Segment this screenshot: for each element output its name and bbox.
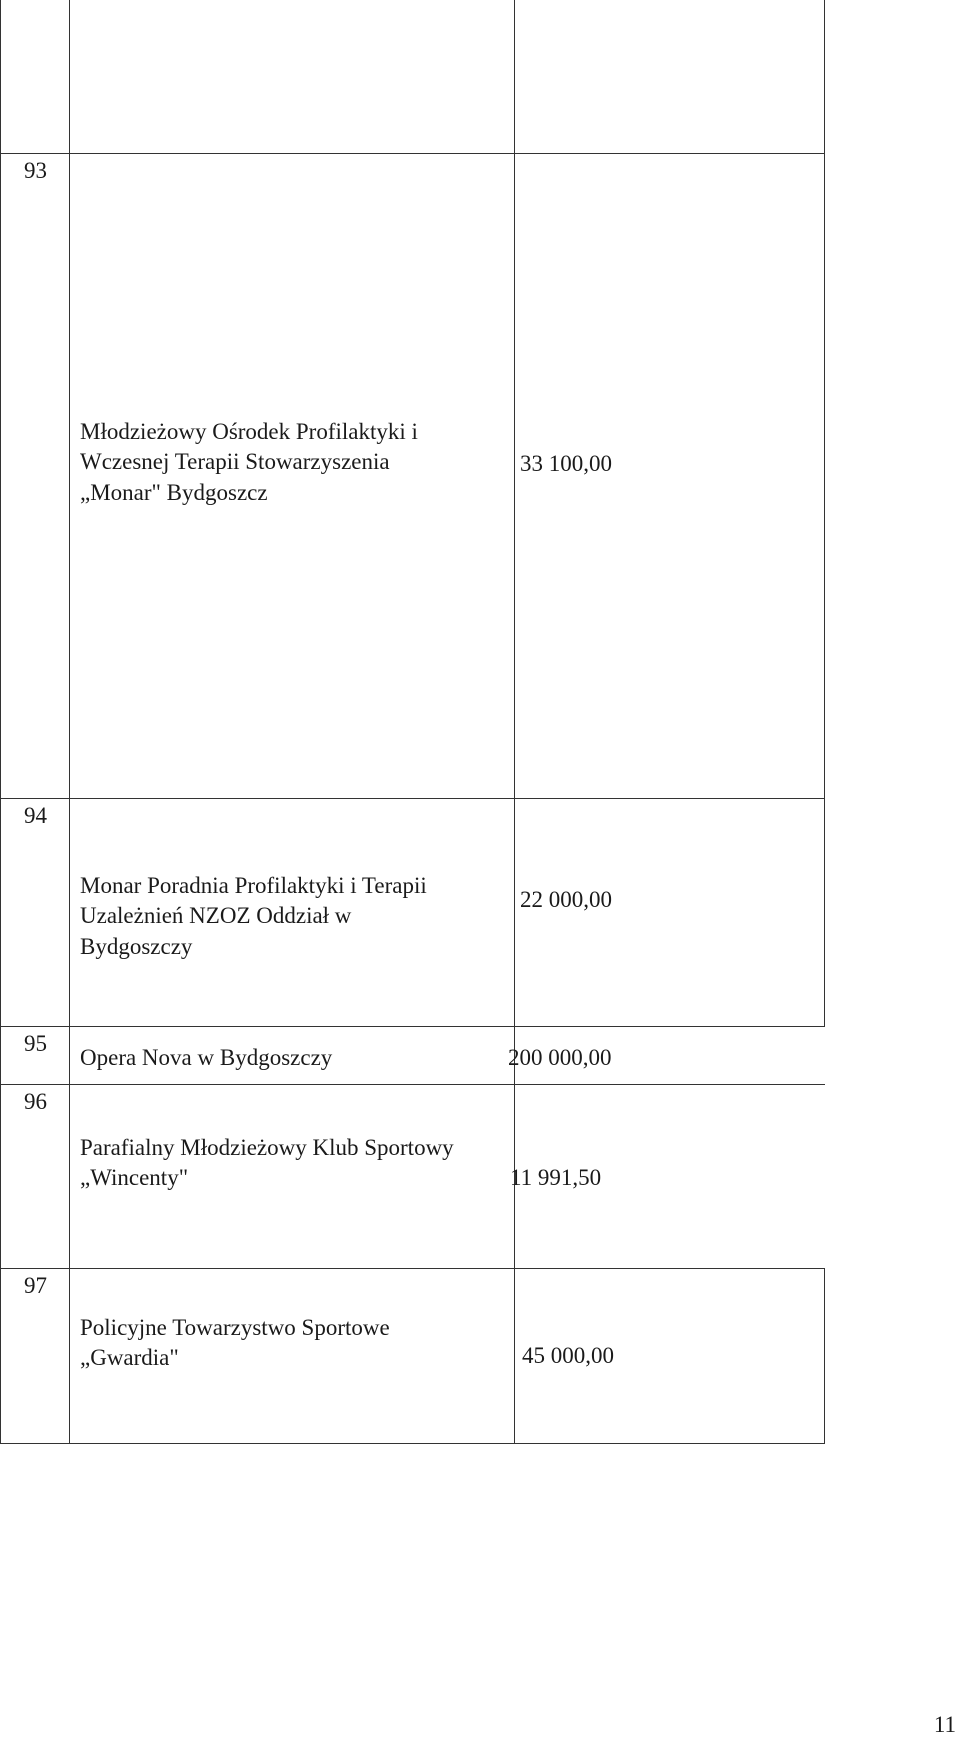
row-number: 94 [24, 803, 47, 828]
grant-amount: 200 000,00 [508, 1045, 612, 1070]
organization-name: Opera Nova w Bydgoszczy [80, 1045, 333, 1070]
row-border [0, 1443, 825, 1444]
page-number: 11 [933, 1712, 956, 1737]
grant-amount: 33 100,00 [520, 451, 612, 476]
organization-name: Wczesnej Terapii Stowarzyszenia [80, 449, 390, 474]
row-number: 96 [24, 1089, 47, 1114]
column-divider-2 [514, 0, 515, 1444]
column-divider-1 [69, 0, 70, 1444]
table-border-right-lower [824, 1268, 825, 1444]
row-border [0, 1084, 825, 1085]
organization-name: Parafialny Młodzieżowy Klub Sportowy [80, 1135, 454, 1160]
row-border [0, 798, 825, 799]
row-border [0, 1268, 825, 1269]
row-border [0, 153, 825, 154]
grant-amount: 45 000,00 [522, 1343, 614, 1368]
organization-name: „Monar" Bydgoszcz [80, 480, 268, 505]
organization-name: Uzależnień NZOZ Oddział w [80, 903, 352, 928]
organization-name: „Gwardia" [80, 1345, 179, 1370]
organization-name: „Wincenty" [80, 1165, 189, 1190]
grant-amount: 11 991,50 [510, 1165, 602, 1190]
row-border [0, 1026, 825, 1027]
organization-name: Monar Poradnia Profilaktyki i Terapii [80, 873, 427, 898]
organization-name: Młodzieżowy Ośrodek Profilaktyki i [80, 419, 418, 444]
organization-name: Bydgoszczy [80, 934, 193, 959]
row-number: 93 [24, 158, 47, 183]
table-border-left [0, 0, 1, 1444]
row-number: 97 [24, 1273, 47, 1298]
row-number: 95 [24, 1031, 47, 1056]
grant-amount: 22 000,00 [520, 887, 612, 912]
organization-name: Policyjne Towarzystwo Sportowe [80, 1315, 390, 1340]
